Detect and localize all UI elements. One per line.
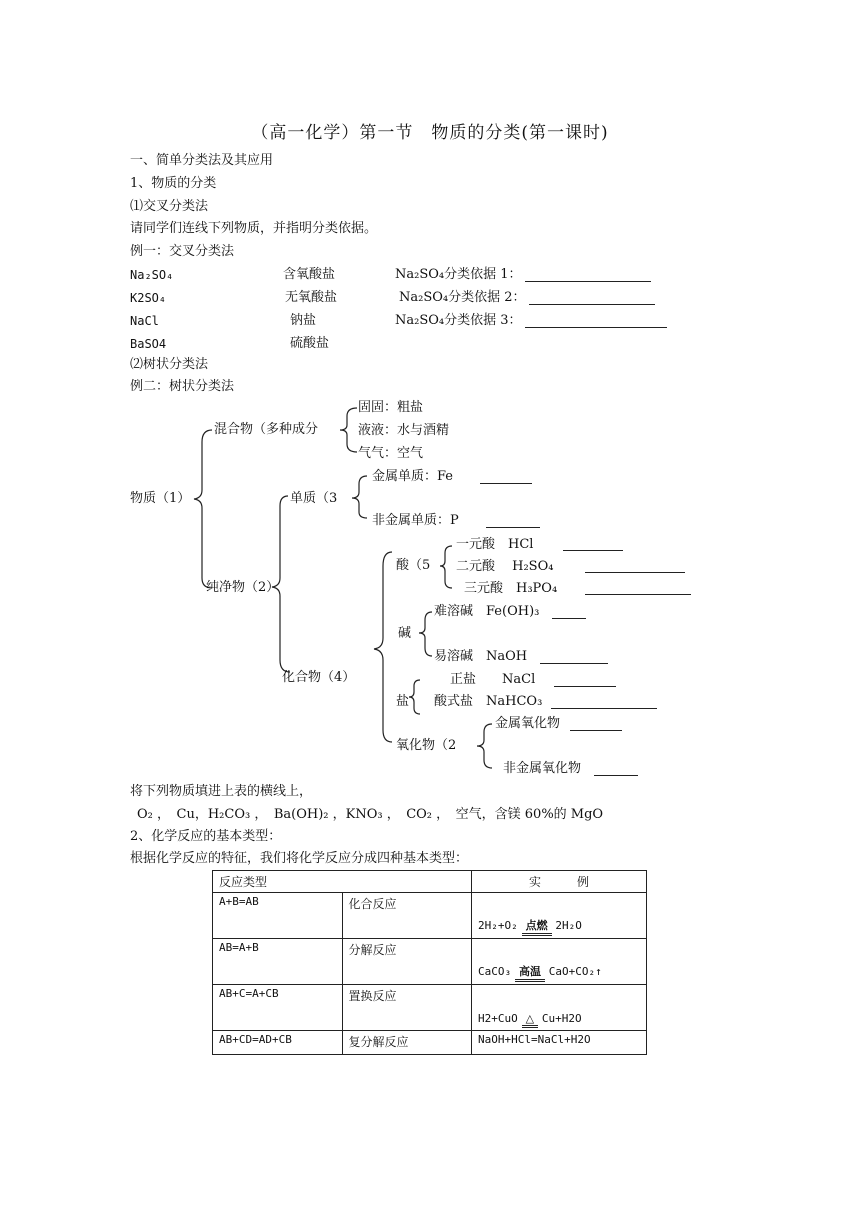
tree-oxide-nonmetal: 非金属氧化物 — [503, 761, 582, 776]
base-brace — [419, 612, 432, 656]
tree-oxide: 氧化物（2 — [396, 738, 457, 753]
tree-compound: 化合物（4） — [282, 670, 356, 685]
tree-element: 单质（3 — [290, 491, 338, 506]
mixture-brace — [340, 408, 357, 452]
tree-acid-mono: 一元酸 HCl — [456, 537, 534, 552]
acid-brace — [440, 546, 452, 588]
tree-base: 碱 — [398, 626, 412, 641]
tree-metal-element: 金属单质：Fe — [372, 469, 454, 484]
equation-full: NaOH+HCl=NaCl+H2O — [472, 1031, 647, 1055]
answer-blank[interactable] — [486, 527, 540, 528]
tree-oxide-metal: 金属氧化物 — [495, 716, 561, 731]
answer-blank[interactable] — [585, 594, 691, 595]
method-heading: ⑵树状分类法 — [130, 357, 209, 372]
substance-item: NaCl — [130, 314, 159, 328]
root-brace — [194, 430, 212, 588]
equation-lhs: CaCO₃ — [478, 965, 512, 978]
tree-base-insoluble: 难溶碱 Fe(OH)₃ — [434, 604, 540, 619]
answer-blank[interactable] — [480, 483, 532, 484]
reaction-condition: △ — [522, 1012, 538, 1028]
salt-brace — [409, 680, 420, 714]
fill-items: O₂ ， Cu，H₂CO₃ ， Ba(OH)₂ ，KNO₃ ， CO₂ ， 空气，含镁 60%的 MgO — [137, 807, 604, 822]
fill-instruction: 将下列物质填进上表的横线上， — [130, 784, 313, 799]
tree-nonmetal-element: 非金属单质：P — [372, 513, 459, 528]
equation-rhs: CaO+CO₂↑ — [548, 965, 602, 978]
table-row — [213, 939, 647, 985]
tree-salt: 盐 — [396, 694, 410, 709]
tree-mixture-gas: 气气：空气 — [358, 446, 424, 461]
reaction-form: A+B=AB — [213, 893, 343, 939]
tree-salt-acid: 酸式盐 NaHCO₃ — [434, 694, 543, 709]
tree-mixture-liquid: 液液：水与酒精 — [358, 423, 450, 438]
tree-mixture-solid: 固固：粗盐 — [358, 400, 424, 415]
answer-blank[interactable] — [540, 663, 608, 664]
subsection-description: 根据化学反应的特征，我们将化学反应分成四种基本类型： — [130, 851, 469, 866]
answer-blank[interactable] — [585, 572, 685, 573]
salt-type-item: 无氧酸盐 — [285, 290, 338, 305]
basis-label: Na₂SO₄分类依据 1： — [395, 267, 522, 282]
equation-lhs: 2H₂+O₂ — [478, 919, 518, 932]
reaction-name: 置换反应 — [342, 985, 472, 1031]
tree-acid: 酸（5 — [396, 558, 431, 573]
salt-type-item: 含氧酸盐 — [283, 267, 336, 282]
reaction-form: AB+C=A+CB — [213, 985, 343, 1031]
tree-pure: 纯净物（2） — [206, 580, 280, 595]
table-header-row — [213, 871, 647, 893]
basis-label: Na₂SO₄分类依据 2： — [399, 290, 526, 305]
reaction-name: 化合反应 — [342, 893, 472, 939]
subsection-heading: 2、化学反应的基本类型： — [130, 829, 282, 844]
compound-brace — [374, 552, 392, 742]
answer-blank[interactable] — [552, 618, 586, 619]
substance-item: BaSO4 — [130, 337, 167, 351]
table-row — [213, 1031, 647, 1055]
reaction-example — [472, 985, 647, 1031]
tree-root: 物质（1） — [130, 491, 191, 506]
oxide-brace — [477, 724, 492, 768]
example-heading: 例一：交叉分类法 — [130, 244, 235, 259]
reaction-table — [212, 870, 647, 1055]
reaction-condition: 高温 — [515, 963, 545, 982]
method-heading: ⑴交叉分类法 — [130, 199, 209, 214]
equation-rhs: Cu+H2O — [541, 1012, 582, 1025]
tree-acid-di: 二元酸 H₂SO₄ — [456, 559, 554, 574]
tree-mixture: 混合物（多种成分 — [214, 422, 319, 437]
table-row — [213, 985, 647, 1031]
header-type: 反应类型 — [213, 871, 472, 893]
tree-base-soluble: 易溶碱 NaOH — [434, 649, 528, 664]
reaction-example — [472, 893, 647, 939]
answer-blank[interactable] — [554, 686, 616, 687]
reaction-form: AB+CD=AD+CB — [213, 1031, 343, 1055]
salt-type-item: 硫酸盐 — [290, 336, 330, 351]
reaction-condition: 点燃 — [522, 917, 552, 936]
reaction-name: 复分解反应 — [342, 1031, 472, 1055]
answer-blank[interactable] — [570, 730, 622, 731]
reaction-example — [472, 939, 647, 985]
table-row — [213, 893, 647, 939]
section-heading: 一、简单分类法及其应用 — [130, 153, 274, 168]
salt-type-item: 钠盐 — [290, 313, 317, 328]
element-brace — [352, 476, 367, 518]
answer-blank[interactable] — [594, 775, 638, 776]
example-heading: 例二：树状分类法 — [130, 379, 235, 394]
page-title: （高一化学）第一节 物质的分类(第一课时) — [251, 123, 609, 143]
equation-lhs: H2+CuO — [478, 1012, 518, 1025]
basis-label: Na₂SO₄分类依据 3： — [395, 313, 522, 328]
tree-acid-tri: 三元酸 H₃PO₄ — [464, 581, 558, 596]
equation-rhs: 2H₂O — [555, 919, 582, 932]
answer-blank[interactable] — [551, 708, 657, 709]
subsection-heading: 1、物质的分类 — [130, 176, 217, 191]
reaction-form: AB=A+B — [213, 939, 343, 985]
tree-salt-normal: 正盐 NaCl — [450, 672, 536, 687]
substance-item: Na₂SO₄ — [130, 268, 174, 282]
reaction-name: 分解反应 — [342, 939, 472, 985]
header-example: 实 例 — [472, 871, 647, 893]
instruction-text: 请同学们连线下列物质，并指明分类依据。 — [130, 221, 378, 236]
substance-item: K2SO₄ — [130, 291, 167, 305]
answer-blank[interactable] — [563, 550, 623, 551]
